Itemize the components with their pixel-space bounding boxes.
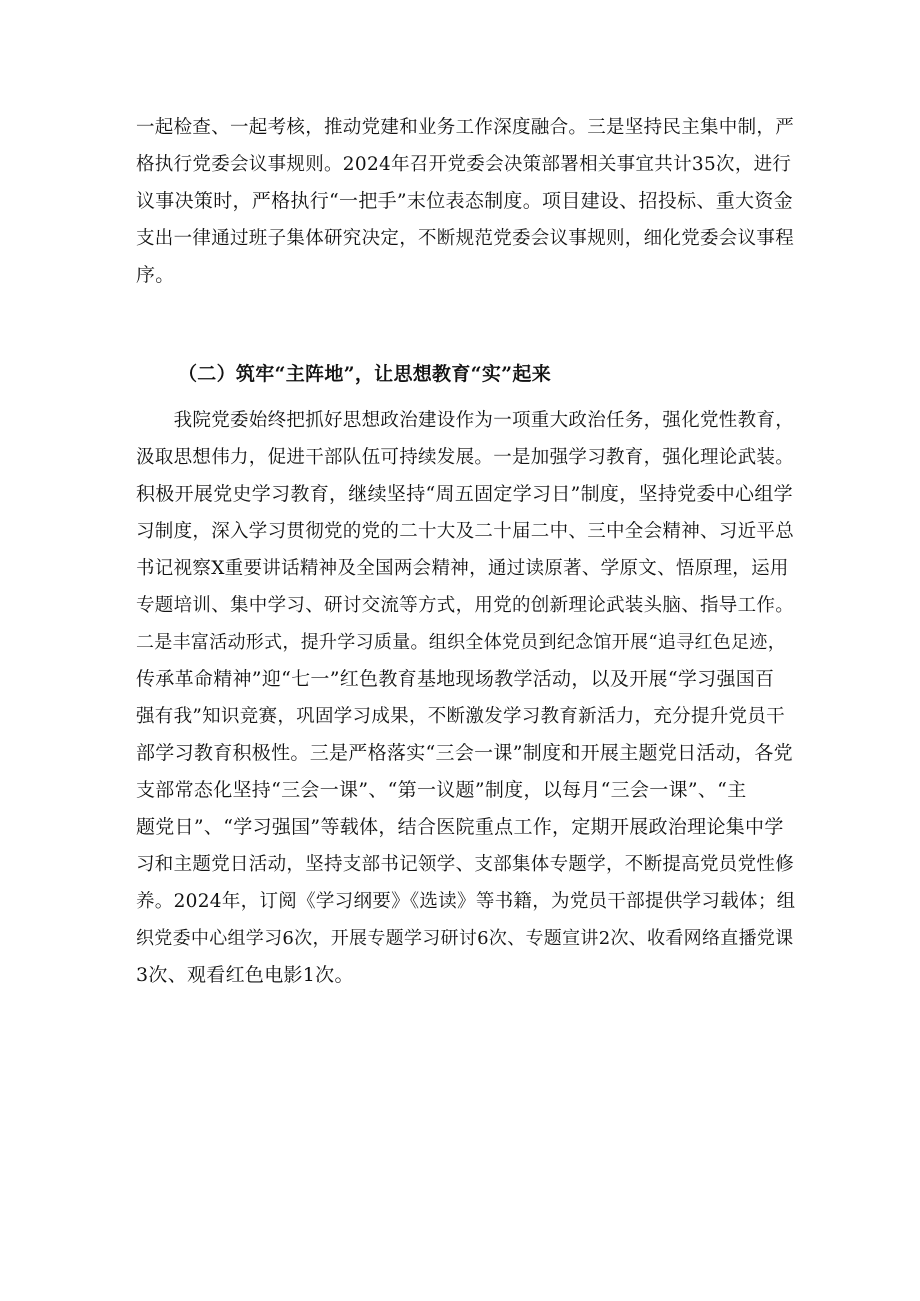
paragraph-line: 支出一律通过班子集体研究决定，不断规范党委会议事规则，细化党委会议事程 <box>136 228 795 249</box>
paragraph-line: 题党日”、“学习强国”等载体，结合医院重点工作，定期开展政治理论集中学 <box>136 816 784 838</box>
paragraph-line: 强有我”知识竞赛，巩固学习成果，不断激发学习教育新活力，充分提升党员干 <box>136 706 785 727</box>
section-heading: （二）筑牢“主阵地”，让思想教育“实”起来 <box>178 363 552 385</box>
paragraph-line: 部学习教育积极性。三是严格落实“三会一课”制度和开展主题党日活动，各党 <box>136 742 793 764</box>
paragraph-line: 格执行党委会议事规则。2024年召开党委会决策部署相关事宜共计35次，进行 <box>136 154 792 175</box>
paragraph-line: 养。2024年，订阅《学习纲要》《选读》等书籍，为党员干部提供学习载体；组 <box>136 891 796 912</box>
paragraph-line: 汲取思想伟力，促进干部队伍可持续发展。一是加强学习教育，强化理论武装。 <box>136 447 795 468</box>
paragraph-line: 传承革命精神”迎“七一”红色教育基地现场教学活动，以及开展“学习强国百 <box>136 668 775 690</box>
paragraph-line: 支部常态化坚持“三会一课”、“第一议题”制度，以每月“三会一课”、“主 <box>136 779 747 801</box>
paragraph-line: 习和主题党日活动，坚持支部书记领学、支部集体专题学，不断提高党员党性修 <box>136 854 795 875</box>
paragraph-line: 专题培训、集中学习、研讨交流等方式，用党的创新理论武装头脑、指导工作。 <box>136 595 795 616</box>
paragraph-2 <box>136 402 796 994</box>
paragraph-line: 一起检查、一起考核，推动党建和业务工作深度融合。三是坚持民主集中制，严 <box>136 117 795 138</box>
paragraph-line: 习制度，深入学习贯彻党的党的二十大及二十届二中、三中全会精神、习近平总 <box>136 521 795 542</box>
paragraph-line: 我院党委始终把抓好思想政治建设作为一项重大政治任务，强化党性教育， <box>136 410 795 431</box>
paragraph-1 <box>136 109 796 294</box>
paragraph-line: 二是丰富活动形式，提升学习质量。组织全体党员到纪念馆开展“追寻红色足迹， <box>136 632 786 653</box>
paragraph-line: 序。 <box>136 264 175 286</box>
paragraph-line: 议事决策时，严格执行“一把手”末位表态制度。项目建设、招投标、重大资金 <box>136 190 793 212</box>
paragraph-line: 积极开展党史学习教育，继续坚持“周五固定学习日”制度，坚持党委中心组学 <box>136 483 793 505</box>
paragraph-line: 3次、观看红色电影1次。 <box>136 964 354 986</box>
paragraph-line: 织党委中心组学习6次，开展专题学习研讨6次、专题宣讲2次、收看网络直播党课 <box>136 928 794 949</box>
paragraph-line: 书记视察X重要讲话精神及全国两会精神，通过读原著、学原文、悟原理，运用 <box>136 558 789 579</box>
